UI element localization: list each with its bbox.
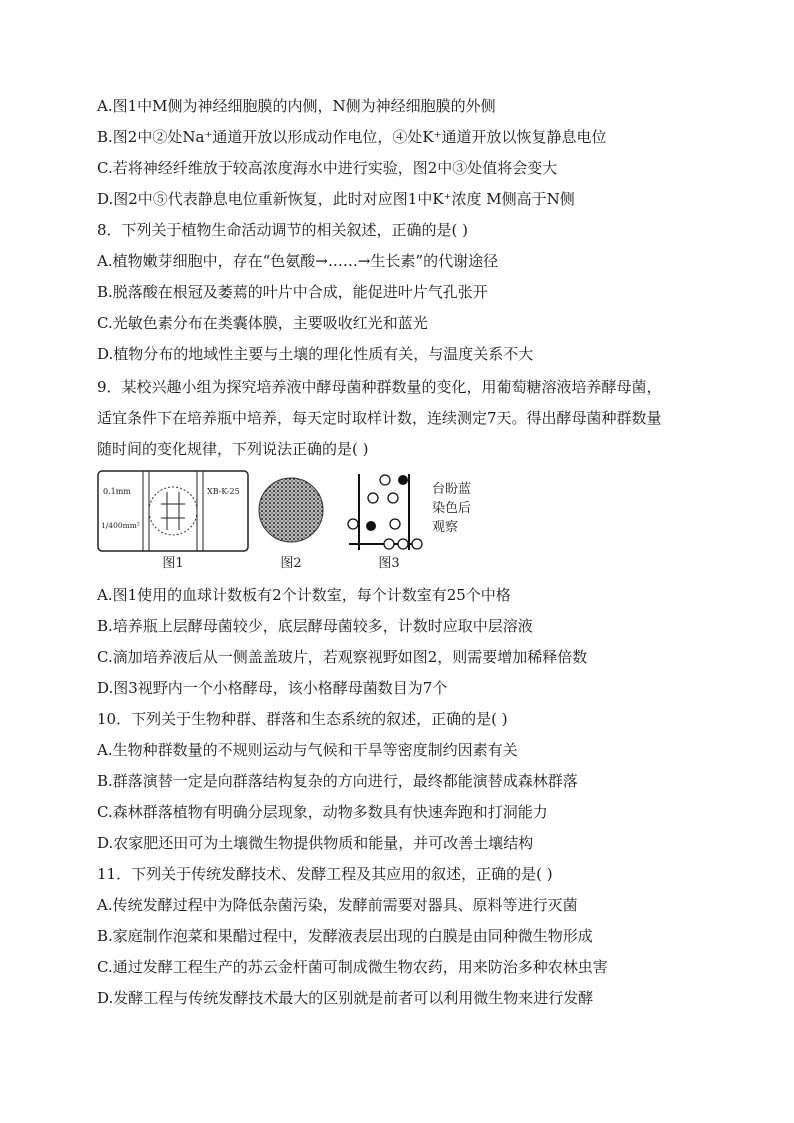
option-b-q10: B.群落演替一定是向群落结构复杂的方向进行，最终都能演替成森林群落 bbox=[97, 772, 578, 790]
option-a-q9: A.图1使用的血球计数板有2个计数室，每个计数室有25个中格 bbox=[97, 586, 511, 604]
figure-1-caption: 图1 bbox=[162, 556, 184, 571]
hemocytometer-depth-label: 0.1mm bbox=[103, 487, 131, 496]
figure-group bbox=[97, 470, 497, 572]
option-d-q9: D.图3视野内一个小格酵母，该小格酵母菌数目为7个 bbox=[97, 679, 448, 697]
option-c-q7: C.若将神经纤维放于较高浓度海水中进行实验，图2中③处值将会变大 bbox=[97, 159, 558, 177]
option-a-q10: A.生物种群数量的不规则运动与气候和干旱等密度制约因素有关 bbox=[97, 741, 518, 759]
figure-2-caption: 图2 bbox=[280, 556, 302, 571]
option-b-q7: B.图2中②处Na⁺通道开放以形成动作电位，④处K⁺通道开放以恢复静息电位 bbox=[97, 128, 607, 146]
crowded-field-figure bbox=[257, 470, 327, 554]
option-c-q8: C.光敏色素分布在类囊体膜，主要吸收红光和蓝光 bbox=[97, 314, 428, 332]
option-c-q11: C.通过发酵工程生产的苏云金杆菌可制成微生物农药，用来防治多种农林虫害 bbox=[97, 958, 608, 976]
option-d-q8: D.植物分布的地域性主要与土壤的理化性质有关，与温度关系不大 bbox=[97, 345, 534, 363]
option-b-q8: B.脱落酸在根冠及萎蔫的叶片中合成，能促进叶片气孔张开 bbox=[97, 283, 488, 301]
figure-3-side-line1: 台盼蓝 bbox=[432, 482, 472, 497]
option-c-q9: C.滴加培养液后从一侧盖盖玻片，若观察视野如图2，则需要增加稀释倍数 bbox=[97, 648, 588, 666]
option-d-q7: D.图2中⑤代表静息电位重新恢复，此时对应图1中K⁺浓度 M侧高于N侧 bbox=[97, 190, 575, 208]
option-a-q8: A.植物嫩芽细胞中，存在“色氨酸→……→生长素”的代谢途径 bbox=[97, 252, 499, 270]
option-b-q11: B.家庭制作泡菜和果醋过程中，发酵液表层出现的白膜是由同种微生物形成 bbox=[97, 927, 593, 945]
figure-3-side-line2: 染色后 bbox=[432, 501, 472, 516]
stained-grid-figure bbox=[345, 470, 425, 554]
hemocytometer-figure bbox=[97, 470, 249, 552]
option-a-q11: A.传统发酵过程中为降低杂菌污染，发酵前需要对器具、原料等进行灭菌 bbox=[97, 896, 578, 914]
figure-3-side-text bbox=[432, 480, 482, 537]
question-9-stem-line3: 随时间的变化规律，下列说法正确的是( ) bbox=[97, 440, 369, 458]
hemocytometer-model-label: XB-K-25 bbox=[207, 487, 240, 496]
option-a-q7: A.图1中M侧为神经细胞膜的内侧，N侧为神经细胞膜的外侧 bbox=[97, 97, 496, 115]
question-9-stem-line1: 9．某校兴趣小组为探究培养液中酵母菌种群数量的变化，用葡萄糖溶液培养酵母菌， bbox=[97, 378, 662, 396]
question-11-stem: 11．下列关于传统发酵技术、发酵工程及其应用的叙述，正确的是( ) bbox=[97, 865, 553, 883]
option-b-q9: B.培养瓶上层酵母菌较少，底层酵母菌较多，计数时应取中层溶液 bbox=[97, 617, 533, 635]
option-d-q10: D.农家肥还田可为土壤微生物提供物质和能量，并可改善土壤结构 bbox=[97, 834, 534, 852]
hemocytometer-area-label: 1/400mm² bbox=[101, 521, 140, 530]
question-8-stem: 8．下列关于植物生命活动调节的相关叙述，正确的是( ) bbox=[97, 221, 469, 239]
option-c-q10: C.森林群落植物有明确分层现象，动物多数具有快速奔跑和打洞能力 bbox=[97, 803, 548, 821]
figure-3-caption: 图3 bbox=[378, 556, 400, 571]
question-9-stem-line2: 适宜条件下在培养瓶中培养，每天定时取样计数，连续测定7天。得出酵母菌种群数量 bbox=[97, 409, 662, 427]
option-d-q11: D.发酵工程与传统发酵技术最大的区别就是前者可以利用微生物来进行发酵 bbox=[97, 989, 594, 1007]
figure-3-side-line3: 观察 bbox=[432, 520, 459, 535]
question-10-stem: 10．下列关于生物种群、群落和生态系统的叙述，正确的是( ) bbox=[97, 710, 508, 728]
